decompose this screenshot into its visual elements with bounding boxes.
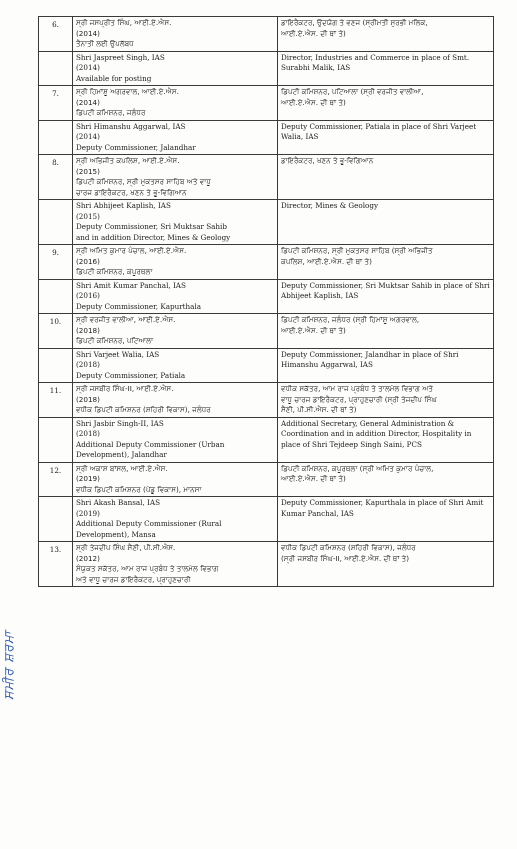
- posting-line-punjabi: ਡਾਇਰੈਕਟਰ, ਖਣਨ ਤੇ ਭੂ-ਵਿਗਿਆਨ: [281, 156, 374, 165]
- posting-text-english: Director, Mines & Geology: [281, 201, 379, 210]
- serial-number: 13.: [39, 542, 73, 587]
- officer-line-punjabi: ਸ੍ਰੀ ਤੇਜਦੀਪ ਸਿੰਘ ਸੈਣੀ, ਪੀ.ਸੀ.ਐਸ.: [76, 543, 176, 552]
- officer-line-punjabi: (2018): [76, 325, 100, 335]
- posting-cell-english: [278, 51, 494, 86]
- officer-line-punjabi: ਡਿਪਟੀ ਕਮਿਸ਼ਨਰ, ਕਪੂਰਥਲਾ: [76, 267, 153, 276]
- officer-line-punjabi: ਸ੍ਰੀ ਜਸਬੀਰ ਸਿੰਘ-II, ਆਈ.ਏ.ਐਸ.: [76, 384, 174, 393]
- posting-text-english: Deputy Commissioner, Patiala in place of Shri Varjeet Walia, IAS: [281, 121, 477, 141]
- entry-row-english: [39, 51, 494, 86]
- posting-cell-punjabi: [278, 86, 494, 121]
- posting-cell-punjabi: [278, 462, 494, 497]
- officer-cell-english: [73, 51, 278, 86]
- posting-line-punjabi: ਡਿਪਟੀ ਕਮਿਸ਼ਨਰ, ਕਪੂਰਥਲਾ (ਸ੍ਰੀ ਅਮਿਤ ਕੁਮਾਰ ਪੰਚਾਲ,: [281, 463, 434, 473]
- officer-line-english: Additional Deputy Commissioner (Rural Development), Mansa: [76, 519, 222, 539]
- serial-spacer: [39, 497, 73, 542]
- officer-line-english: (2016): [76, 291, 100, 300]
- posting-line-punjabi: ਵਾਧੂ ਚਾਰਜ ਡਾਇਰੈਕਟਰ, ਪ੍ਰਾਹੁਣਚਾਰੀ (ਸ੍ਰੀ ਤੇਜਦੀਪ ਸਿੰਘ: [281, 394, 437, 404]
- entry-row-punjabi: [39, 86, 494, 121]
- officer-line-english: Shri Amit Kumar Panchal, IAS: [76, 280, 186, 290]
- entry-row-punjabi: [39, 462, 494, 497]
- serial-number: 7.: [39, 86, 73, 121]
- officer-line-punjabi: (2018): [76, 394, 100, 404]
- officer-line-english: Deputy Commissioner, Jalandhar: [76, 142, 196, 152]
- serial-spacer: [39, 51, 73, 86]
- officer-line-punjabi: (2015): [76, 166, 100, 176]
- posting-line-punjabi: ਡਿਪਟੀ ਕਮਿਸ਼ਨਰ, ਪਟਿਆਲਾ (ਸ੍ਰੀ ਵਰਜੀਤ ਵਾਲੀਆ,: [281, 87, 424, 96]
- serial-spacer: [39, 279, 73, 314]
- posting-line-punjabi: ਆਈ.ਏ.ਐਸ. ਦੀ ਥਾਂ ਤੇ): [281, 325, 346, 335]
- officer-line-punjabi: ਚਾਰਜ ਡਾਇਰੈਕਟਰ, ਖਣਨ ਤੇ ਭੂ-ਵਿਗਿਆਨ: [76, 187, 187, 197]
- posting-text-english: Deputy Commissioner, Kapurthala in place of Shri Amit Kumar Panchal, IAS: [281, 498, 484, 518]
- posting-cell-english: [278, 348, 494, 383]
- entry-row-punjabi: [39, 314, 494, 349]
- entry-row-punjabi: [39, 17, 494, 52]
- officer-cell-english: [73, 200, 278, 245]
- entry-row-punjabi: [39, 383, 494, 418]
- officer-line-punjabi: ਵਧੀਕ ਡਿਪਟੀ ਕਮਿਸ਼ਨਰ (ਸ਼ਹਿਰੀ ਵਿਕਾਸ), ਜਲੰਧਰ: [76, 405, 211, 414]
- officer-line-punjabi: (2019): [76, 474, 100, 483]
- officer-line-english: Deputy Commissioner, Sri Muktsar Sahib: [76, 222, 227, 231]
- officer-cell-punjabi: [73, 462, 278, 497]
- handwritten-signature: ਸਮੀਰ ਸ਼ਰਮਾ: [2, 630, 17, 700]
- posting-line-punjabi: (ਸ੍ਰੀ ਜਸਬੀਰ ਸਿੰਘ-II, ਆਈ.ਏ.ਐਸ. ਦੀ ਥਾਂ ਤੇ): [281, 553, 410, 563]
- officer-line-punjabi: ਸ੍ਰੀ ਅਮਿਤ ਕੁਮਾਰ ਪੰਚਾਲ, ਆਈ.ਏ.ਐਸ.: [76, 246, 187, 255]
- posting-cell-english: [278, 497, 494, 542]
- posting-line-punjabi: ਆਈ.ਏ.ਐਸ. ਦੀ ਥਾਂ ਤੇ): [281, 28, 346, 38]
- officer-cell-punjabi: [73, 86, 278, 121]
- officer-line-punjabi: ਵਧੀਕ ਡਿਪਟੀ ਕਮਿਸ਼ਨਰ (ਪੇਂਡੂ ਵਿਕਾਸ), ਮਾਨਸਾ: [76, 484, 202, 494]
- serial-spacer: [39, 120, 73, 155]
- entry-row-punjabi: [39, 155, 494, 200]
- officer-cell-english: [73, 348, 278, 383]
- officer-line-english: Shri Jasbir Singh-II, IAS: [76, 418, 164, 428]
- officer-cell-punjabi: [73, 542, 278, 587]
- posting-cell-punjabi: [278, 314, 494, 349]
- officer-line-punjabi: ਤੈਨਾਤੀ ਲਈ ਉਪਲੱਬਧ: [76, 39, 134, 48]
- posting-text-english: Additional Secretary, General Administration & Coordination and in addition Director, Hospitality in place of Shri Tejdeep Singh Saini, PCS: [281, 418, 472, 449]
- officer-line-punjabi: ਸ੍ਰੀ ਜਸਪ੍ਰੀਤ ਸਿੰਘ, ਆਈ.ਏ.ਐਸ.: [76, 18, 172, 27]
- entry-row-punjabi: [39, 245, 494, 280]
- entry-row-english: [39, 120, 494, 155]
- serial-number: 10.: [39, 314, 73, 349]
- posting-line-punjabi: ਡਿਪਟੀ ਕਮਿਸ਼ਨਰ, ਜਲੰਧਰ (ਸ੍ਰੀ ਹਿਮਾਂਸ਼ੂ ਅਗਰਵਾਲ,: [281, 315, 420, 324]
- officer-line-punjabi: ਸ੍ਰੀ ਅਭਿਜੀਤ ਕਪਲਿਸ਼, ਆਈ.ਏ.ਐਸ.: [76, 156, 180, 165]
- entry-row-punjabi: [39, 542, 494, 587]
- officer-cell-punjabi: [73, 314, 278, 349]
- officer-line-punjabi: (2012): [76, 553, 100, 563]
- officer-cell-english: [73, 120, 278, 155]
- officer-line-punjabi: ਡਿਪਟੀ ਕਮਿਸ਼ਨਰ, ਜਲੰਧਰ: [76, 108, 146, 117]
- officer-line-punjabi: (2014): [76, 97, 100, 107]
- posting-cell-english: [278, 200, 494, 245]
- officer-line-punjabi: ਸ੍ਰੀ ਅਕਾਸ਼ ਬਾਂਸਲ, ਆਈ.ਏ.ਐਸ.: [76, 463, 168, 473]
- officer-line-english: Deputy Commissioner, Kapurthala: [76, 301, 202, 311]
- posting-line-punjabi: ਡਿਪਟੀ ਕਮਿਸ਼ਨਰ, ਸ੍ਰੀ ਮੁਕਤਸਰ ਸਾਹਿਬ (ਸ੍ਰੀ ਅਭਿਜੀਤ: [281, 246, 433, 255]
- officer-line-punjabi: (2016): [76, 256, 100, 266]
- serial-number: 8.: [39, 155, 73, 200]
- entry-row-english: [39, 348, 494, 383]
- posting-cell-english: [278, 120, 494, 155]
- serial-number: 6.: [39, 17, 73, 52]
- posting-line-punjabi: ਕਪਲਿਸ਼, ਆਈ.ਏ.ਐਸ. ਦੀ ਥਾਂ ਤੇ): [281, 256, 372, 266]
- officer-line-punjabi: ਅਤੇ ਵਾਧੂ ਚਾਰਜ ਡਾਇਰੈਕਟਰ, ਪ੍ਰਾਹੁਣਚਾਰੀ: [76, 574, 191, 584]
- officer-line-english: and in addition Director, Mines & Geology: [76, 232, 231, 242]
- officer-line-english: (2015): [76, 211, 100, 221]
- posting-cell-punjabi: [278, 245, 494, 280]
- officer-line-punjabi: (2014): [76, 28, 100, 38]
- posting-cell-punjabi: [278, 17, 494, 52]
- officer-line-punjabi: ਸ੍ਰੀ ਵਰਜੀਤ ਵਾਲੀਆ, ਆਈ.ਏ.ਐਸ.: [76, 315, 176, 324]
- officer-line-english: Deputy Commissioner, Patiala: [76, 370, 186, 380]
- serial-spacer: [39, 200, 73, 245]
- officer-line-punjabi: ਸੰਯੁਕਤ ਸਕੱਤਰ, ਆਮ ਰਾਜ ਪ੍ਰਬੰਧ ਤੇ ਤਾਲਮੇਲ ਵਿਭਾਗ: [76, 564, 219, 573]
- officer-line-english: Shri Varjeet Walia, IAS: [76, 349, 160, 359]
- officer-cell-english: [73, 417, 278, 462]
- serial-number: 9.: [39, 245, 73, 280]
- posting-line-punjabi: ਆਈ.ਏ.ਐਸ. ਦੀ ਥਾਂ ਤੇ): [281, 474, 346, 483]
- officer-cell-english: [73, 279, 278, 314]
- entry-row-english: [39, 497, 494, 542]
- officer-line-english: (2018): [76, 429, 100, 438]
- officer-cell-punjabi: [73, 155, 278, 200]
- officer-line-english: (2014): [76, 63, 100, 72]
- entry-row-english: [39, 279, 494, 314]
- serial-number: 12.: [39, 462, 73, 497]
- officer-line-english: Shri Jaspreet Singh, IAS: [76, 52, 165, 62]
- posting-text-english: Deputy Commissioner, Jalandhar in place of Shri Himanshu Aggarwal, IAS: [281, 349, 459, 369]
- transfer-orders-table: [38, 16, 494, 587]
- serial-number: 11.: [39, 383, 73, 418]
- posting-cell-punjabi: [278, 383, 494, 418]
- officer-cell-punjabi: [73, 17, 278, 52]
- posting-cell-punjabi: [278, 155, 494, 200]
- posting-line-punjabi: ਡਾਇਰੈਕਟਰ, ਉਦਯੋਗ ਤੇ ਵਣਜ (ਸ੍ਰੀਮਤੀ ਸੁਰਭੀ ਮਲਿਕ,: [281, 18, 428, 27]
- entry-row-english: [39, 200, 494, 245]
- officer-line-punjabi: ਡਿਪਟੀ ਕਮਿਸ਼ਨਰ, ਸ੍ਰੀ ਮੁਕਤਸਰ ਸਾਹਿਬ ਅਤੇ ਵਾਧੂ: [76, 177, 211, 186]
- officer-line-english: (2018): [76, 360, 100, 369]
- posting-text-english: Director, Industries and Commerce in place of Smt. Surabhi Malik, IAS: [281, 52, 470, 72]
- officer-cell-english: [73, 497, 278, 542]
- officer-cell-punjabi: [73, 245, 278, 280]
- posting-cell-english: [278, 279, 494, 314]
- officer-line-english: Shri Himanshu Aggarwal, IAS: [76, 121, 186, 131]
- officer-line-punjabi: ਡਿਪਟੀ ਕਮਿਸ਼ਨਰ, ਪਟਿਆਲਾ: [76, 336, 154, 345]
- posting-cell-punjabi: [278, 542, 494, 587]
- posting-line-punjabi: ਸੈਣੀ, ਪੀ.ਸੀ.ਐਸ. ਦੀ ਥਾਂ ਤੇ): [281, 405, 357, 414]
- officer-line-english: Shri Akash Bansal, IAS: [76, 498, 160, 507]
- serial-spacer: [39, 348, 73, 383]
- officer-cell-punjabi: [73, 383, 278, 418]
- officer-line-english: (2019): [76, 508, 100, 518]
- officer-line-english: Additional Deputy Commissioner (Urban Development), Jalandhar: [76, 439, 225, 459]
- posting-line-punjabi: ਵਧੀਕ ਸਕੱਤਰ, ਆਮ ਰਾਜ ਪ੍ਰਬੰਧ ਤੇ ਤਾਲਮੇਲ ਵਿਭਾਗ ਅਤੇ: [281, 384, 434, 393]
- officer-line-english: Shri Abhijeet Kaplish, IAS: [76, 201, 171, 210]
- posting-line-punjabi: ਵਧੀਕ ਡਿਪਟੀ ਕਮਿਸ਼ਨਰ (ਸ਼ਹਿਰੀ ਵਿਕਾਸ), ਜਲੰਧਰ: [281, 543, 416, 552]
- posting-cell-english: [278, 417, 494, 462]
- serial-spacer: [39, 417, 73, 462]
- officer-line-punjabi: ਸ੍ਰੀ ਹਿਮਾਂਸ਼ੂ ਅਗਰਵਾਲ, ਆਈ.ਏ.ਐਸ.: [76, 87, 179, 96]
- posting-text-english: Deputy Commissioner, Sri Muktsar Sahib in place of Shri Abhijeet Kaplish, IAS: [281, 280, 490, 300]
- officer-line-english: Available for posting: [76, 73, 152, 83]
- posting-line-punjabi: ਆਈ.ਏ.ਐਸ. ਦੀ ਥਾਂ ਤੇ): [281, 97, 346, 107]
- entry-row-english: [39, 417, 494, 462]
- officer-line-english: (2014): [76, 132, 100, 141]
